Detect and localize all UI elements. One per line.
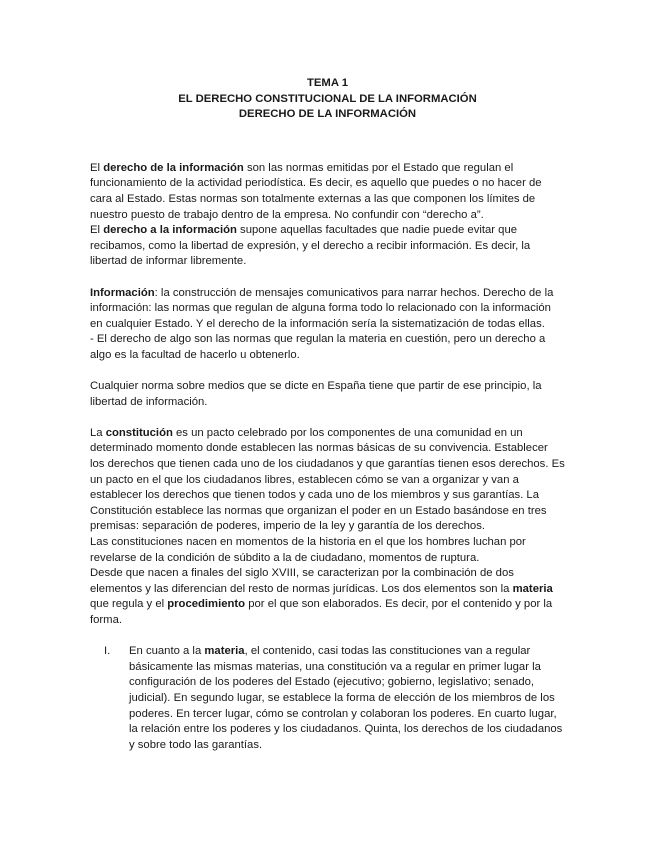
term-derecho-a-la-informacion: derecho a la información — [103, 224, 237, 237]
list-number: I. — [104, 645, 111, 658]
main-title: EL DERECHO CONSTITUCIONAL DE LA INFORMACIÓN — [178, 92, 477, 105]
paragraph-derecho-de-la-informacion: El derecho de la información son las normas emitidas por el Estado que regulan el funcionamiento de la actividad periodística. Es decir, es aquello que puedes o no hacer de cara al Estado. Estas normas son totalmente externas a las que componen los límites de nuestro puesto de trabajo dentro de la empresa. No confundir con “derecho a”. — [90, 161, 542, 221]
paragraph-constitucion: La constitución es un pacto celebrado por los componentes de una comunidad en un determinado momento donde establecen las normas básicas de su convivencia. Establecer los derechos que tienen cada uno de los ciudadanos y que garantías tienen esos derechos. Es un pacto en el que los ciudadanos libres, establecen cómo se van a organizar y van a establecer los derechos que tienen todos y cada uno de los miembros y sus garantías. La Constitución establece las normas que organizan el poder en un Estado basándose en tres premisas: separación de poderes, imperio de la ley y garantía de los derechos. — [90, 426, 565, 533]
term-materia: materia — [512, 582, 553, 595]
term-constitucion: constitución — [105, 426, 173, 439]
sub-title: DERECHO DE LA INFORMACIÓN — [238, 108, 417, 121]
paragraph-derecho-de-algo: - El derecho de algo son las normas que regulan la materia en cuestión, pero un derecho a algo es la facultad de hacerlo u obtenerlo. — [90, 333, 546, 361]
tema-heading: TEMA 1 — [306, 77, 348, 89]
list-item: I. En cuanto a la materia, el contenido, casi todas las constituciones van a regular básicamente las mismas materias, una constitución va a regular en primer lugar la configuración de los poderes del Estado (ejecutivo; gobierno, legislativo; senado, judicial). En segundo lugar, se establece la forma de elección de los miembros de los poderes. En tercer lugar, cómo se controlan y colaboran los poderes. En cuarto lugar, la relación entre los poderes y los ciudadanos. Quinta, los derechos de los ciudadanos y sobre todo las garantías. — [104, 645, 563, 751]
paragraph-constituciones-nacen: Las constituciones nacen en momentos de la historia en el que los hombres luchan por revelarse de la condición de súbdito a la de ciudadano, momentos de ruptura. — [90, 536, 526, 564]
paragraph-elementos: Desde que nacen a finales del siglo XVIII, se caracterizan por la combinación de dos elementos y las diferencian del resto de normas jurídicas. Los dos elementos son la materia que regula y el procedimiento por el que son elaborados. Es decir, por el contenido y por la forma. — [90, 567, 553, 626]
paragraph-cualquier-norma: Cualquier norma sobre medios que se dicte en España tiene que partir de ese principio, la libertad de información. — [90, 380, 542, 408]
roman-list — [90, 644, 565, 753]
term-informacion: Información — [90, 286, 155, 299]
paragraph-derecho-a-la-informacion: El derecho a la información supone aquellas facultades que nadie puede evitar que recibamos, como la libertad de expresión, y el derecho a recibir información. Es decir, la libertad de informar libremente. — [90, 224, 531, 268]
term-procedimiento: procedimiento — [167, 598, 246, 611]
term-derecho-de-la-informacion: derecho de la información — [103, 161, 244, 174]
paragraph-informacion: Información: la construcción de mensajes comunicativos para narrar hechos. Derecho de la información: las normas que regulan de alguna forma todo lo relacionado con la información en cualquier Estado. Y el derecho de la información sería la sistematización de todas ellas. — [90, 286, 554, 330]
title-block — [90, 76, 565, 123]
term-materia-list: materia — [204, 645, 245, 658]
